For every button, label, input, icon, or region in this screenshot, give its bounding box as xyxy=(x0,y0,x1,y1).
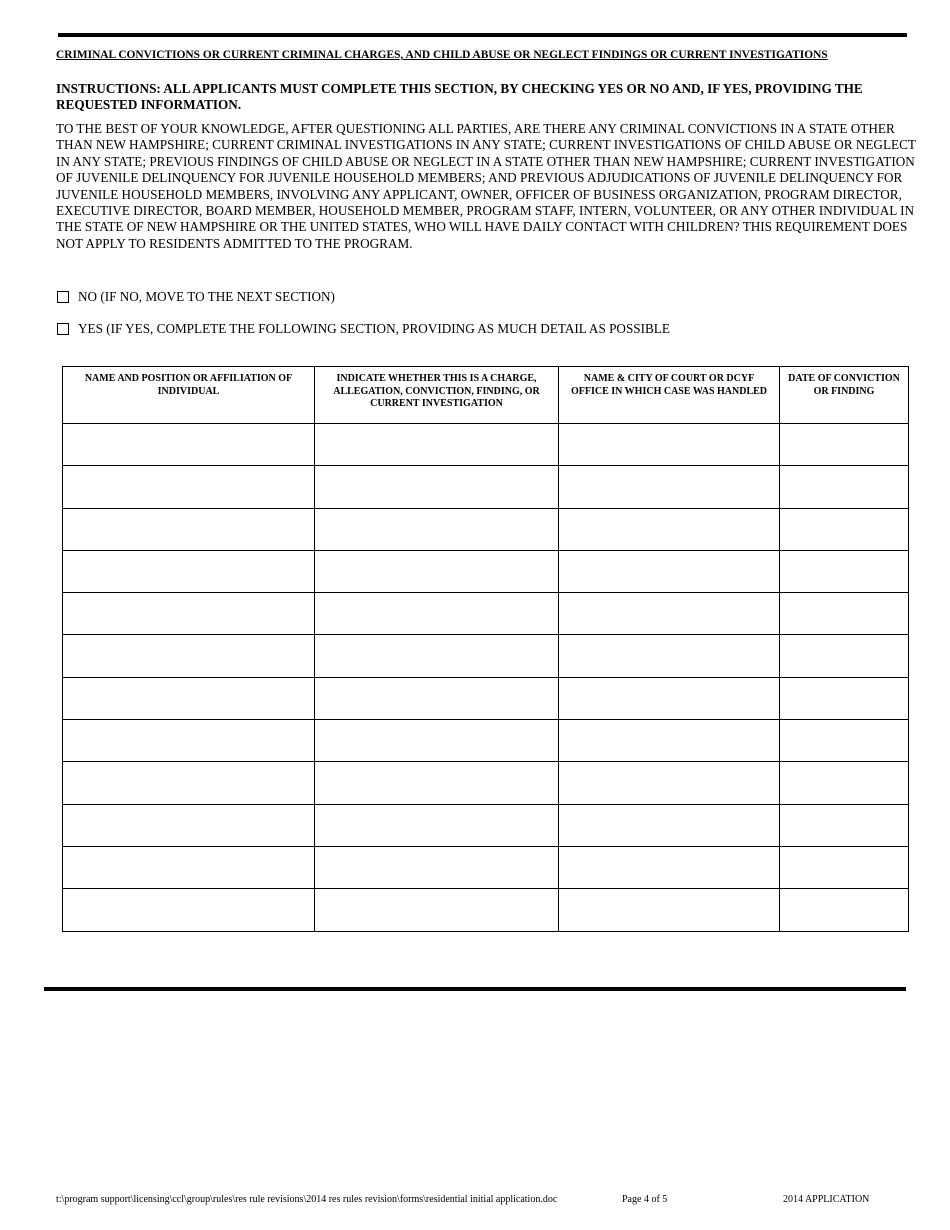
type-cell[interactable] xyxy=(315,677,559,719)
table-row xyxy=(63,466,909,508)
table-row xyxy=(63,677,909,719)
court-cell[interactable] xyxy=(559,635,780,677)
date-cell[interactable] xyxy=(780,677,909,719)
name-cell[interactable] xyxy=(63,720,315,762)
table-row xyxy=(63,635,909,677)
yes-checkbox[interactable] xyxy=(57,323,69,335)
option-no-label: NO (IF NO, MOVE TO THE NEXT SECTION) xyxy=(78,289,335,304)
date-cell[interactable] xyxy=(780,846,909,888)
court-cell[interactable] xyxy=(559,677,780,719)
name-cell[interactable] xyxy=(63,424,315,466)
table-row xyxy=(63,593,909,635)
footer-form-title: 2014 APPLICATION xyxy=(783,1194,870,1205)
type-cell[interactable] xyxy=(315,889,559,931)
name-cell[interactable] xyxy=(63,846,315,888)
court-cell[interactable] xyxy=(559,466,780,508)
bottom-rule xyxy=(44,987,906,991)
type-cell[interactable] xyxy=(315,635,559,677)
type-cell[interactable] xyxy=(315,593,559,635)
table-row xyxy=(63,846,909,888)
findings-table xyxy=(62,366,909,932)
type-cell[interactable] xyxy=(315,846,559,888)
court-cell[interactable] xyxy=(559,889,780,931)
type-cell[interactable] xyxy=(315,466,559,508)
instructions-text: INSTRUCTIONS: ALL APPLICANTS MUST COMPLETE THIS SECTION, BY CHECKING YES OR NO AND, IF YES, PROVIDING THE REQUESTED INFORMATION. xyxy=(56,81,863,112)
type-cell[interactable] xyxy=(315,762,559,804)
type-cell[interactable] xyxy=(315,424,559,466)
table-row xyxy=(63,720,909,762)
option-no[interactable] xyxy=(57,289,335,305)
name-cell[interactable] xyxy=(63,762,315,804)
name-cell[interactable] xyxy=(63,466,315,508)
court-cell[interactable] xyxy=(559,550,780,592)
date-cell[interactable] xyxy=(780,889,909,931)
table-row xyxy=(63,508,909,550)
type-cell[interactable] xyxy=(315,550,559,592)
table-row xyxy=(63,804,909,846)
court-cell[interactable] xyxy=(559,593,780,635)
date-cell[interactable] xyxy=(780,720,909,762)
name-cell[interactable] xyxy=(63,804,315,846)
court-cell[interactable] xyxy=(559,720,780,762)
header-type: INDICATE WHETHER THIS IS A CHARGE, ALLEGATION, CONVICTION, FINDING, OR CURRENT INVESTIGATION xyxy=(315,367,559,424)
court-cell[interactable] xyxy=(559,508,780,550)
header-date: DATE OF CONVICTION OR FINDING xyxy=(780,367,909,424)
header-name-position: NAME AND POSITION OR AFFILIATION OF INDIVIDUAL xyxy=(63,367,315,424)
name-cell[interactable] xyxy=(63,677,315,719)
type-cell[interactable] xyxy=(315,804,559,846)
table-header-row xyxy=(63,367,909,424)
date-cell[interactable] xyxy=(780,550,909,592)
date-cell[interactable] xyxy=(780,593,909,635)
court-cell[interactable] xyxy=(559,424,780,466)
name-cell[interactable] xyxy=(63,508,315,550)
top-rule xyxy=(58,33,907,37)
type-cell[interactable] xyxy=(315,508,559,550)
table-row xyxy=(63,762,909,804)
table-row xyxy=(63,550,909,592)
court-cell[interactable] xyxy=(559,762,780,804)
name-cell[interactable] xyxy=(63,635,315,677)
date-cell[interactable] xyxy=(780,804,909,846)
question-text: TO THE BEST OF YOUR KNOWLEDGE, AFTER QUESTIONING ALL PARTIES, ARE THERE ANY CRIMINAL CONVICTIONS IN A STATE OTHER THAN NEW HAMPSHIRE; CURRENT CRIMINAL INVESTIGATIONS IN ANY STATE; CURRENT INVESTIGATIONS OF CHILD ABUSE OR NEGLECT IN ANY STATE; PREVIOUS FINDINGS OF CHILD ABUSE OR NEGLECT IN A STATE OTHER THAN NEW HAMPSHIRE; CURRENT INVESTIGATION OF JUVENILE DELINQUENCY FOR JUVENILE HOUSEHOLD MEMBERS; AND PREVIOUS ADJUDICATIONS OF JUVENILE DELINQUENCY FOR JUVENILE HOUSEHOLD MEMBERS, INVOLVING ANY APPLICANT, OWNER, OFFICER OF BUSINESS ORGANIZATION, PROGRAM DIRECTOR, EXECUTIVE DIRECTOR, BOARD MEMBER, HOUSEHOLD MEMBER, PROGRAM STAFF, INTERN, VOLUNTEER, OR ANY OTHER INDIVIDUAL IN THE STATE OF NEW HAMPSHIRE OR THE UNITED STATES, WHO WILL HAVE DAILY CONTACT WITH CHILDREN? THIS REQUIREMENT DOES NOT APPLY TO RESIDENTS ADMITTED TO THE PROGRAM. xyxy=(56,121,916,251)
court-cell[interactable] xyxy=(559,846,780,888)
option-yes-label: YES (IF YES, COMPLETE THE FOLLOWING SECTION, PROVIDING AS MUCH DETAIL AS POSSIBLE xyxy=(78,321,670,336)
date-cell[interactable] xyxy=(780,762,909,804)
name-cell[interactable] xyxy=(63,593,315,635)
court-cell[interactable] xyxy=(559,804,780,846)
name-cell[interactable] xyxy=(63,550,315,592)
date-cell[interactable] xyxy=(780,466,909,508)
date-cell[interactable] xyxy=(780,424,909,466)
option-yes[interactable] xyxy=(57,321,670,337)
header-court-office: NAME & CITY OF COURT OR DCYF OFFICE IN WHICH CASE WAS HANDLED xyxy=(559,367,780,424)
date-cell[interactable] xyxy=(780,508,909,550)
no-checkbox[interactable] xyxy=(57,291,69,303)
type-cell[interactable] xyxy=(315,720,559,762)
table-row xyxy=(63,889,909,931)
name-cell[interactable] xyxy=(63,889,315,931)
date-cell[interactable] xyxy=(780,635,909,677)
section-heading: CRIMINAL CONVICTIONS OR CURRENT CRIMINAL CHARGES, AND CHILD ABUSE OR NEGLECT FINDINGS OR CURRENT INVESTIGATIONS xyxy=(56,49,828,61)
table-row xyxy=(63,424,909,466)
footer-page-number: Page 4 of 5 xyxy=(622,1194,668,1205)
footer-file-path: t:\program support\licensing\ccl\group\rules\res rule revisions\2014 res rules revision\forms\residential initial application.doc xyxy=(56,1194,558,1205)
